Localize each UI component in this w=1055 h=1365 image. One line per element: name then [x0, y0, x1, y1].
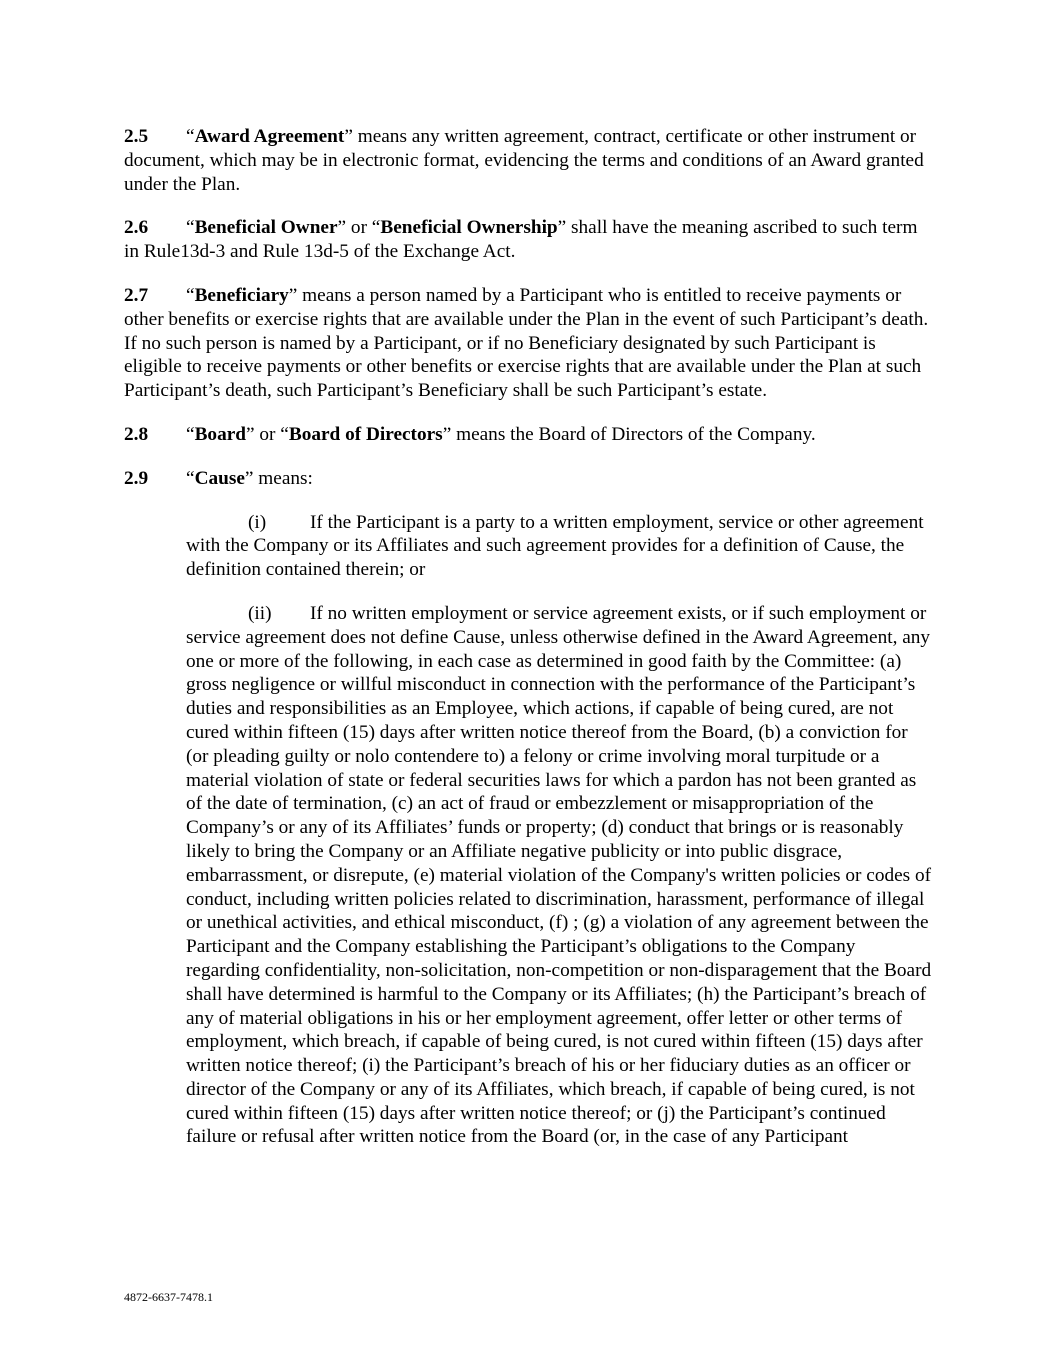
- definition-text: ” means:: [244, 467, 313, 489]
- defined-term: Beneficiary: [194, 284, 289, 306]
- open-quote: “: [186, 423, 195, 445]
- section-number: 2.5: [124, 126, 149, 147]
- section-2-9: [124, 467, 934, 491]
- defined-term: Beneficial Owner: [194, 217, 338, 239]
- cause-item-i: [186, 511, 934, 582]
- section-2-5: [124, 125, 934, 196]
- section-number: 2.7: [124, 284, 149, 306]
- section-number: 2.9: [124, 467, 149, 489]
- defined-term: Award Agreement: [194, 126, 345, 147]
- section-2-8: [124, 423, 934, 447]
- defined-term: Board: [194, 423, 246, 445]
- definition-text: ” means a person named by a Participant who is entitled to receive payments or other benefits or exercise rights that are available under the Plan in the event of such Participant’s death. If no such person is named by a Participant, or if no Beneficiary designated by such Participant is eligible to receive payments or other benefits or exercise rights that are available under the Plan at such Participant’s death, such Participant’s Beneficiary shall be such Participant’s estate.: [124, 284, 929, 402]
- definition-text: ” shall have the meaning ascribed to such term in Rule13d-3 and Rule 13d-5 of the Exchange Act.: [124, 217, 918, 263]
- defined-term: Cause: [194, 467, 245, 489]
- cause-item-ii: [186, 602, 934, 1149]
- open-quote: “: [186, 217, 195, 239]
- definition-text: ” means any written agreement, contract, certificate or other instrument or document, which may be in electronic format, evidencing the terms and conditions of an Award granted under the Plan.: [124, 126, 924, 195]
- item-text: If the Participant is a party to a written employment, service or other agreement with the Company or its Affiliates and such agreement provides for a definition of Cause, the definition contained therein; or: [186, 511, 924, 581]
- open-quote: “: [186, 284, 195, 306]
- section-number: 2.8: [124, 423, 149, 445]
- defined-term-alt: Board of Directors: [288, 423, 443, 445]
- section-2-6: [124, 216, 934, 264]
- open-quote: “: [186, 467, 195, 489]
- term-connector: ” or “: [337, 217, 381, 239]
- item-text: If no written employment or service agreement exists, or if such employment or service agreement does not define Cause, unless otherwise defined in the Award Agreement, any one or more of the following, in each case as determined in good faith by the Committee: (a) gross negligence or willful misconduct in connection with the performance of the Participant’s duties and responsibilities as an Employee, which actions, if capable of being cured, are not cured within fifteen (15) days after written notice thereof from the Board, (b) a conviction for (or pleading guilty or nolo contendere to) a felony or crime involving moral turpitude or a material violation of state or federal securities laws for which a pardon has not been granted as of the date of termination, (c) an act of fraud or embezzlement or misappropriation of the Company’s or any of its Affiliates’ funds or property; (d) conduct that brings or is reasonably likely to bring the Company or an Affiliate negative publicity or into public disgrace, embarrassment, or disrepute, (e) material violation of the Company's written policies or codes of conduct, including written policies related to discrimination, harassment, performance of illegal or unethical activities, and ethical misconduct, (f) ; (g) a violation of any agreement between the Participant and the Company establishing the Participant’s obligations to the Company regarding confidentiality, non-solicitation, non-competition or non-disparagement that the Board shall have determined is harmful to the Company or its Affiliates; (h) the Participant’s breach of any of material obligations in his or her employment agreement, offer letter or other terms of employment, which breach, if capable of being cured, is not cured within fifteen (15) days after written notice thereof; (i) the Participant’s breach of his or her fiduciary duties as an officer or director of the Company or any of its Affiliates, which breach, if capable of being cured, is not cured within fifteen (15) days after written notice thereof; or (j) the Participant’s continued failure or refusal after written notice from the Board (or, in the case of any Participant: [186, 602, 932, 1148]
- document-page: [124, 125, 934, 1169]
- open-quote: “: [186, 126, 195, 147]
- definition-text: ” means the Board of Directors of the Company.: [442, 423, 816, 445]
- item-label: (ii): [248, 602, 272, 624]
- defined-term-alt: Beneficial Ownership: [380, 217, 558, 239]
- item-label: (i): [248, 511, 267, 533]
- section-2-7: [124, 284, 934, 403]
- section-number: 2.6: [124, 217, 149, 239]
- term-connector: ” or “: [246, 423, 289, 445]
- document-id-footer: 4872-6637-7478.1: [124, 1290, 213, 1304]
